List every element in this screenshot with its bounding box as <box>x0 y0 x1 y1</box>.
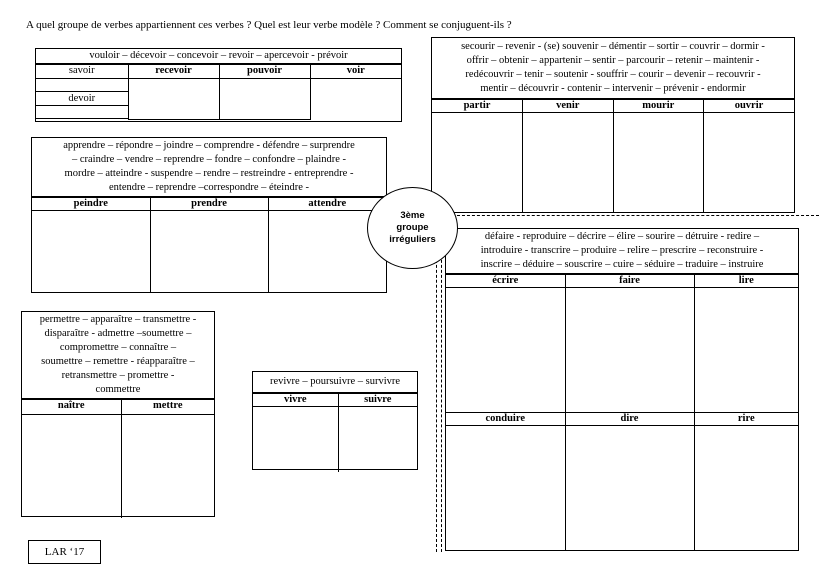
answer-cell[interactable] <box>694 426 798 550</box>
answer-cell[interactable] <box>565 426 694 550</box>
verb-box-prendre <box>31 137 387 293</box>
instructions-question: A quel groupe de verbes appartiennent ces verbes ? Quel est leur verbe modèle ? Comment se conjuguent-ils ? <box>26 19 512 31</box>
model-header-attendre: attendre <box>268 198 386 211</box>
model-label-savoir: savoir <box>36 65 128 79</box>
verb-box-suivre <box>252 371 418 470</box>
conjugation-grid-suivre <box>253 393 417 472</box>
verb-box-faire <box>445 228 799 551</box>
answer-cell[interactable] <box>446 288 565 413</box>
dashed-divider-horizontal <box>447 215 819 216</box>
verb-list-line: mentir – découvrir - contenir – intervenir – prévenir - endormir <box>480 83 746 94</box>
answer-cell[interactable] <box>338 407 417 472</box>
answer-cell[interactable] <box>310 79 401 120</box>
model-header-faire: faire <box>565 275 694 288</box>
answer-cell[interactable] <box>446 426 565 550</box>
answer-cell[interactable] <box>36 106 128 119</box>
answer-cell[interactable] <box>613 113 704 213</box>
verb-box-mettre <box>21 311 215 517</box>
author-footer <box>28 540 101 564</box>
answer-cell[interactable] <box>432 113 523 213</box>
answer-cell[interactable] <box>694 288 798 413</box>
model-header-conduire: conduire <box>446 413 565 426</box>
model-header-prendre: prendre <box>150 198 268 211</box>
verb-list-line: redécouvrir – tenir – soutenir - souffrir – courir – devenir – recouvrir - <box>465 69 761 80</box>
verb-list-line: inscrire – déduire – souscrire – cuire – séduire – traduire – instruire <box>480 259 764 270</box>
verb-list-line: commettre <box>95 384 141 395</box>
verb-list-line: vouloir – décevoir – concevoir – revoir – apercevoir - prévoir <box>89 50 348 61</box>
answer-cell[interactable] <box>36 119 128 120</box>
model-header-voir: voir <box>310 65 401 79</box>
group-label-line: groupe <box>396 222 429 233</box>
group-label-line: 3ème <box>400 210 425 221</box>
group-label-circle <box>367 187 458 269</box>
verb-list-line: secourir – revenir - (se) souvenir – démentir – sortir – couvrir – dormir - <box>461 41 765 52</box>
answer-cell[interactable] <box>36 79 128 92</box>
verb-box-venir <box>431 37 795 213</box>
conjugation-grid-venir <box>432 99 794 213</box>
answer-cell[interactable] <box>704 113 795 213</box>
answer-cell[interactable] <box>22 415 121 518</box>
verb-list-line: permettre – apparaître – transmettre - <box>39 314 197 325</box>
model-header-dire: dire <box>565 413 694 426</box>
dashed-divider-vertical-2 <box>441 225 442 552</box>
verb-box-voir <box>35 48 402 122</box>
dashed-divider-vertical <box>436 215 437 552</box>
answer-cell[interactable] <box>128 79 219 120</box>
model-header-rire: rire <box>694 413 798 426</box>
verb-list-line: défaire - reproduire – décrire – élire – sourire – détruire - redire – <box>484 231 760 242</box>
conjugation-grid-voir <box>36 64 401 120</box>
answer-cell[interactable] <box>253 407 338 472</box>
model-header-ecrire: écrire <box>446 275 565 288</box>
conjugation-grid-mettre <box>22 399 214 518</box>
model-header-vivre: vivre <box>253 394 338 407</box>
model-header-lire: lire <box>694 275 798 288</box>
answer-cell[interactable] <box>523 113 614 213</box>
verb-list-line: – craindre – vendre – reprendre – fondre – confondre – plaindre - <box>71 154 347 165</box>
verb-list-line: revivre – poursuivre – survivre <box>269 376 401 387</box>
group-label-line: irréguliers <box>389 234 436 245</box>
answer-cell[interactable] <box>32 211 150 293</box>
answer-cell[interactable] <box>121 415 214 518</box>
model-header-pouvoir: pouvoir <box>219 65 310 79</box>
model-header-peindre: peindre <box>32 198 150 211</box>
verb-list-line: compromettre – connaître – <box>59 342 177 353</box>
model-header-partir: partir <box>432 100 523 113</box>
model-header-suivre: suivre <box>338 394 417 407</box>
model-header-recevoir: recevoir <box>128 65 219 79</box>
verb-list-line: disparaître - admettre –soumettre – <box>44 328 192 339</box>
model-header-venir: venir <box>523 100 614 113</box>
verb-list-line: retransmettre – promettre - <box>61 370 175 381</box>
verb-list-line: mordre – atteindre - suspendre – rendre – restreindre - entreprendre - <box>64 168 354 179</box>
verb-list-line: soumettre – remettre - réapparaître – <box>41 356 195 367</box>
conjugation-grid-prendre <box>32 197 386 293</box>
answer-cell[interactable] <box>150 211 268 293</box>
answer-cell[interactable] <box>219 79 310 120</box>
answer-cell[interactable] <box>565 288 694 413</box>
model-label-devoir: devoir <box>36 92 128 106</box>
model-header-mourir: mourir <box>613 100 704 113</box>
model-header-mettre: mettre <box>121 400 214 415</box>
model-header-ouvrir: ouvrir <box>704 100 795 113</box>
author-initials: LAR ‘17 <box>44 546 85 558</box>
model-header-naitre: naître <box>22 400 121 415</box>
verb-list-line: offrir – obtenir – appartenir – sentir – parcourir – retenir – maintenir - <box>466 55 760 66</box>
verb-list-line: apprendre – répondre – joindre – comprendre - défendre – surprendre <box>63 140 355 151</box>
conjugation-grid-faire <box>446 274 798 550</box>
verb-list-line: introduire - transcrire – produire – relire – prescrire – reconstruire - <box>480 245 764 256</box>
verb-list-line: entendre – reprendre –correspondre – éteindre - <box>109 182 309 193</box>
